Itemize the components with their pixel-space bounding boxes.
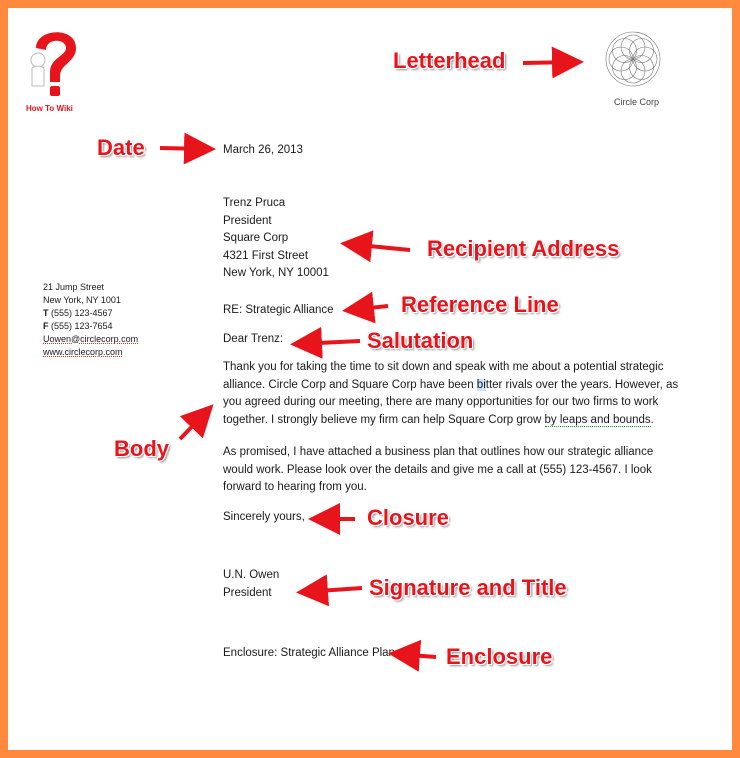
sender-website: www.circlecorp.com <box>43 347 123 357</box>
sender-phone: (555) 123-4567 <box>51 308 113 318</box>
callout-recipient-address: Recipient Address <box>427 236 620 261</box>
callout-closure: Closure <box>367 505 449 530</box>
body-paragraph-2: As promised, I have attached a business plan that outlines how our strategic alliance would work. Please look over the details and give me a call at (555) 123-4567. I look forward to hearing from you. <box>223 446 654 493</box>
callout-signature-title: Signature and Title <box>369 575 567 600</box>
letterhead-company: Circle Corp <box>614 97 660 107</box>
callout-salutation: Salutation <box>367 328 474 353</box>
enclosure: Enclosure: Strategic Alliance Plan <box>223 647 395 659</box>
arrow-reference <box>350 306 388 310</box>
document-page <box>8 8 732 750</box>
arrow-signature <box>304 588 362 592</box>
callout-body: Body <box>114 436 169 461</box>
closing: Sincerely yours, <box>223 511 305 523</box>
signature-title: President <box>223 586 272 599</box>
sender-email: Uowen@circlecorp.com <box>43 334 139 344</box>
recipient-city: New York, NY 10001 <box>223 267 329 279</box>
body-p1-highlight: bi <box>476 378 486 391</box>
body-p1-end: . <box>650 413 654 426</box>
callout-reference-line: Reference Line <box>401 292 559 317</box>
body-p1-text-b: tter rivals over the years. However, as you agreed during our meeting, there are many opportunities for our two firms to work together. I strongly believe my firm can help Square Corp grow <box>223 378 679 426</box>
phone-label: T <box>43 308 49 318</box>
body-p1-underlined: by leaps and bounds <box>544 413 651 426</box>
arrow-salutation <box>298 341 360 344</box>
arrow-recipient <box>348 244 410 250</box>
callout-letterhead: Letterhead <box>393 48 506 73</box>
sender-city: New York, NY 1001 <box>43 295 121 305</box>
signature-name: U.N. Owen <box>223 569 280 581</box>
logo-text: How To Wiki <box>26 104 73 113</box>
reference-line: RE: Strategic Alliance <box>223 304 334 316</box>
arrow-enclosure <box>396 654 436 657</box>
recipient-title: President <box>223 214 272 227</box>
arrow-body <box>180 410 208 439</box>
salutation: Dear Trenz: <box>223 333 284 345</box>
arrow-letterhead <box>523 62 576 63</box>
recipient-name: Trenz Pruca <box>223 197 286 209</box>
letter-date: March 26, 2013 <box>223 144 303 156</box>
sender-street: 21 Jump Street <box>43 282 105 292</box>
sender-fax: (555) 123-7654 <box>51 321 113 331</box>
recipient-company: Square Corp <box>223 232 289 244</box>
body-p1-text-a: Thank you for taking the time to sit down and speak with me about a potential strategic alliance. Circle Corp and Square Corp have been <box>223 361 664 391</box>
arrows-layer <box>8 8 732 750</box>
callout-enclosure: Enclosure <box>446 644 553 669</box>
fax-label: F <box>43 321 49 331</box>
arrow-date <box>160 148 208 149</box>
callout-date: Date <box>97 135 145 160</box>
recipient-street: 4321 First Street <box>223 249 309 262</box>
